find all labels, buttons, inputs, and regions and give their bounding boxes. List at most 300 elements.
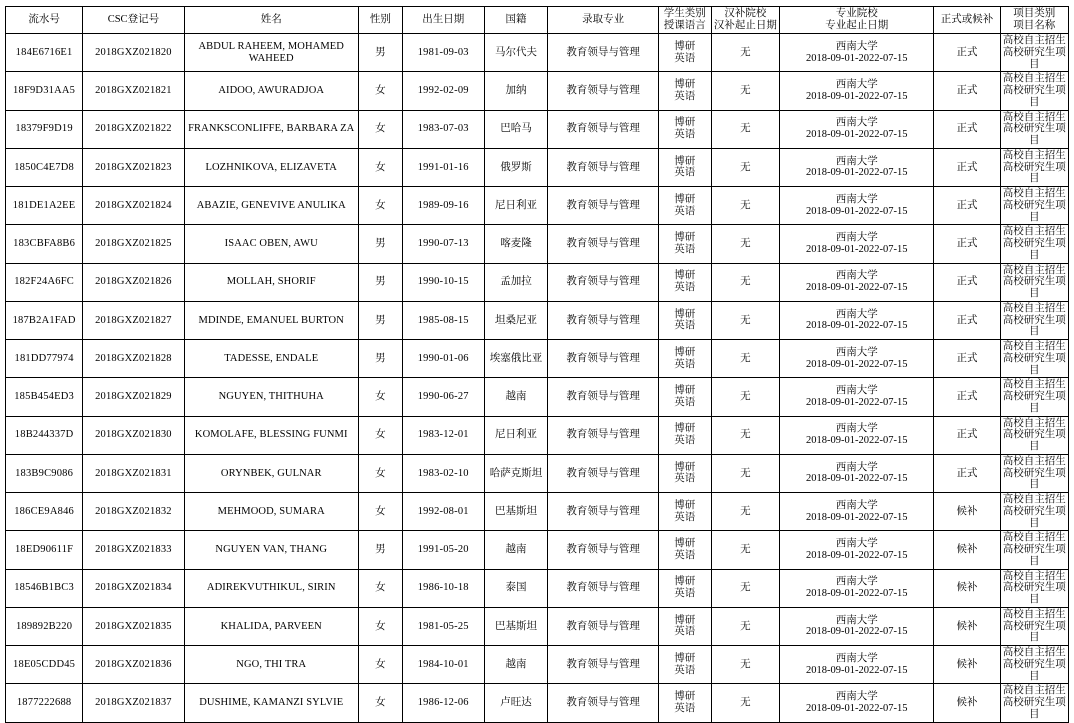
cell-gender: 女 xyxy=(358,493,402,531)
cell-han-bu: 无 xyxy=(711,187,779,225)
cell-gender: 女 xyxy=(358,569,402,607)
table-body xyxy=(6,34,1069,723)
cell-nationality: 孟加拉 xyxy=(484,263,548,301)
cell-student-name: MDINDE, EMANUEL BURTON xyxy=(184,301,358,339)
cell-project-category xyxy=(1000,263,1068,301)
cell-han-bu: 无 xyxy=(711,454,779,492)
cell-birth-date: 1984-10-01 xyxy=(402,646,484,684)
cell-csc-number: 2018GXZ021827 xyxy=(83,301,184,339)
cell-student-type-line: 英语 xyxy=(674,205,696,217)
cell-birth-date: 1992-08-01 xyxy=(402,493,484,531)
cell-school-name: 西南大学 xyxy=(835,499,878,511)
cell-csc-number: 2018GXZ021836 xyxy=(83,646,184,684)
cell-student-type-line: 博研 xyxy=(674,652,696,664)
column-header-3 xyxy=(358,7,402,34)
table-row xyxy=(6,72,1069,110)
cell-major: 教育领导与管理 xyxy=(548,110,658,148)
column-header-line: 流水号 xyxy=(28,14,60,26)
cell-birth-date: 1986-10-18 xyxy=(402,569,484,607)
cell-project-category-line: 高校研究生项目 xyxy=(1002,697,1066,720)
cell-birth-date: 1981-09-03 xyxy=(402,34,484,72)
cell-gender: 女 xyxy=(358,416,402,454)
cell-project-category xyxy=(1000,148,1068,186)
cell-serial-number: 189892B220 xyxy=(6,607,83,645)
cell-student-type-line: 英语 xyxy=(674,435,696,447)
cell-admission-status: 正式 xyxy=(934,340,1000,378)
cell-school-and-dates xyxy=(780,301,934,339)
cell-student-type xyxy=(658,531,711,569)
cell-major: 教育领导与管理 xyxy=(548,493,658,531)
cell-project-category-line: 高校自主招生 xyxy=(1002,608,1066,620)
cell-csc-number: 2018GXZ021828 xyxy=(83,340,184,378)
table-row xyxy=(6,263,1069,301)
cell-nationality: 加纳 xyxy=(484,72,548,110)
cell-csc-number: 2018GXZ021837 xyxy=(83,684,184,722)
cell-han-bu: 无 xyxy=(711,493,779,531)
cell-student-type-line: 英语 xyxy=(674,282,696,294)
cell-project-category xyxy=(1000,684,1068,722)
cell-student-type xyxy=(658,34,711,72)
cell-admission-status: 候补 xyxy=(934,493,1000,531)
cell-student-type-line: 英语 xyxy=(674,320,696,332)
cell-admission-status: 正式 xyxy=(934,416,1000,454)
cell-han-bu: 无 xyxy=(711,416,779,454)
cell-csc-number: 2018GXZ021820 xyxy=(83,34,184,72)
cell-school-dates: 2018-09-01-2022-07-15 xyxy=(805,664,908,676)
cell-school-and-dates xyxy=(780,454,934,492)
cell-han-bu: 无 xyxy=(711,607,779,645)
cell-gender: 女 xyxy=(358,607,402,645)
cell-project-category-line: 高校研究生项目 xyxy=(1002,161,1066,185)
cell-project-category-line: 高校自主招生 xyxy=(1002,417,1066,429)
cell-student-type-line: 博研 xyxy=(674,423,696,435)
cell-project-category xyxy=(1000,34,1068,72)
cell-han-bu: 无 xyxy=(711,531,779,569)
cell-student-type xyxy=(658,684,711,722)
column-header-line: 专业起止日期 xyxy=(825,20,889,31)
cell-project-category xyxy=(1000,607,1068,645)
cell-project-category-line: 高校自主招生 xyxy=(1002,73,1066,85)
cell-school-dates: 2018-09-01-2022-07-15 xyxy=(805,282,908,294)
cell-admission-status: 正式 xyxy=(934,454,1000,492)
cell-serial-number: 183B9C9086 xyxy=(6,454,83,492)
cell-nationality: 越南 xyxy=(484,646,548,684)
cell-csc-number: 2018GXZ021824 xyxy=(83,187,184,225)
cell-student-name: TADESSE, ENDALE xyxy=(184,340,358,378)
cell-student-type-line: 英语 xyxy=(674,588,696,600)
cell-serial-number: 18546B1BC3 xyxy=(6,569,83,607)
cell-student-type-line: 博研 xyxy=(674,193,696,205)
cell-school-and-dates xyxy=(780,684,934,722)
cell-major: 教育领导与管理 xyxy=(548,301,658,339)
cell-han-bu: 无 xyxy=(711,110,779,148)
cell-birth-date: 1986-12-06 xyxy=(402,684,484,722)
cell-csc-number: 2018GXZ021832 xyxy=(83,493,184,531)
cell-project-category-line: 高校研究生项目 xyxy=(1002,658,1066,682)
cell-nationality: 哈萨克斯坦 xyxy=(484,454,548,492)
cell-student-type xyxy=(658,416,711,454)
cell-school-dates: 2018-09-01-2022-07-15 xyxy=(805,205,908,217)
cell-major: 教育领导与管理 xyxy=(548,531,658,569)
cell-han-bu: 无 xyxy=(711,569,779,607)
cell-birth-date: 1991-05-20 xyxy=(402,531,484,569)
cell-birth-date: 1985-08-15 xyxy=(402,301,484,339)
cell-serial-number: 18F9D31AA5 xyxy=(6,72,83,110)
cell-project-category-line: 高校自主招生 xyxy=(1002,379,1066,391)
cell-project-category-line: 高校研究生项目 xyxy=(1002,46,1066,70)
cell-project-category xyxy=(1000,416,1068,454)
column-header-2 xyxy=(184,7,358,34)
cell-school-name: 西南大学 xyxy=(835,423,878,435)
cell-gender: 女 xyxy=(358,646,402,684)
cell-birth-date: 1990-01-06 xyxy=(402,340,484,378)
cell-school-dates: 2018-09-01-2022-07-15 xyxy=(805,588,908,600)
table-row xyxy=(6,493,1069,531)
cell-school-dates: 2018-09-01-2022-07-15 xyxy=(805,435,908,447)
cell-nationality: 越南 xyxy=(484,531,548,569)
column-header-7 xyxy=(658,7,711,34)
cell-major: 教育领导与管理 xyxy=(548,263,658,301)
cell-gender: 男 xyxy=(358,225,402,263)
cell-school-dates: 2018-09-01-2022-07-15 xyxy=(805,702,908,714)
cell-school-and-dates xyxy=(780,72,934,110)
cell-birth-date: 1983-07-03 xyxy=(402,110,484,148)
cell-major: 教育领导与管理 xyxy=(548,454,658,492)
cell-student-type xyxy=(658,72,711,110)
cell-project-category xyxy=(1000,569,1068,607)
cell-school-dates: 2018-09-01-2022-07-15 xyxy=(805,167,908,179)
cell-school-dates: 2018-09-01-2022-07-15 xyxy=(805,90,908,102)
cell-project-category-line: 高校自主招生 xyxy=(1002,455,1066,467)
cell-major: 教育领导与管理 xyxy=(548,646,658,684)
cell-gender: 女 xyxy=(358,110,402,148)
cell-nationality: 俄罗斯 xyxy=(484,148,548,186)
cell-project-category-line: 高校研究生项目 xyxy=(1002,199,1066,223)
cell-student-type-line: 英语 xyxy=(674,358,696,370)
cell-school-and-dates xyxy=(780,340,934,378)
cell-school-and-dates xyxy=(780,263,934,301)
cell-major: 教育领导与管理 xyxy=(548,34,658,72)
cell-gender: 男 xyxy=(358,34,402,72)
table-header xyxy=(6,7,1069,34)
cell-student-type xyxy=(658,301,711,339)
cell-birth-date: 1989-09-16 xyxy=(402,187,484,225)
cell-project-category xyxy=(1000,187,1068,225)
table-row xyxy=(6,225,1069,263)
cell-school-name: 西南大学 xyxy=(835,155,878,167)
cell-gender: 男 xyxy=(358,531,402,569)
cell-project-category xyxy=(1000,378,1068,416)
cell-school-and-dates xyxy=(780,569,934,607)
table-row xyxy=(6,148,1069,186)
cell-admission-status: 候补 xyxy=(934,607,1000,645)
cell-project-category xyxy=(1000,493,1068,531)
cell-student-type xyxy=(658,187,711,225)
cell-student-type-line: 博研 xyxy=(674,614,696,626)
cell-student-type-line: 英语 xyxy=(674,549,696,561)
cell-han-bu: 无 xyxy=(711,646,779,684)
cell-student-type-line: 博研 xyxy=(674,499,696,511)
cell-gender: 男 xyxy=(358,263,402,301)
table-row xyxy=(6,684,1069,722)
cell-major: 教育领导与管理 xyxy=(548,607,658,645)
cell-nationality: 尼日利亚 xyxy=(484,416,548,454)
cell-birth-date: 1990-06-27 xyxy=(402,378,484,416)
cell-student-name: NGUYEN VAN, THANG xyxy=(184,531,358,569)
cell-school-name: 西南大学 xyxy=(835,538,878,550)
cell-student-type xyxy=(658,148,711,186)
table-row xyxy=(6,187,1069,225)
cell-student-type-line: 英语 xyxy=(674,90,696,102)
cell-student-name: MEHMOOD, SUMARA xyxy=(184,493,358,531)
cell-school-name: 西南大学 xyxy=(835,652,878,664)
cell-nationality: 马尔代夫 xyxy=(484,34,548,72)
cell-project-category-line: 高校自主招生 xyxy=(1002,149,1066,161)
table-row xyxy=(6,607,1069,645)
cell-gender: 女 xyxy=(358,187,402,225)
cell-student-name: MOLLAH, SHORIF xyxy=(184,263,358,301)
cell-project-category-line: 高校研究生项目 xyxy=(1002,620,1066,644)
cell-student-name: ORYNBEK, GULNAR xyxy=(184,454,358,492)
cell-student-type-line: 博研 xyxy=(674,308,696,320)
cell-serial-number: 18379F9D19 xyxy=(6,110,83,148)
cell-csc-number: 2018GXZ021830 xyxy=(83,416,184,454)
column-header-1 xyxy=(83,7,184,34)
cell-project-category xyxy=(1000,110,1068,148)
cell-serial-number: 18E05CDD45 xyxy=(6,646,83,684)
column-header-line: 汉补院校 xyxy=(724,8,767,20)
cell-student-name: AIDOO, AWURADJOA xyxy=(184,72,358,110)
cell-gender: 男 xyxy=(358,340,402,378)
cell-school-name: 西南大学 xyxy=(835,691,878,703)
cell-student-type-line: 英语 xyxy=(674,396,696,408)
cell-school-dates: 2018-09-01-2022-07-15 xyxy=(805,358,908,370)
cell-gender: 女 xyxy=(358,454,402,492)
cell-major: 教育领导与管理 xyxy=(548,684,658,722)
column-header-line: 项目类别 xyxy=(1013,8,1056,20)
column-header-line: 正式或候补 xyxy=(940,14,994,26)
column-header-line: 性别 xyxy=(369,14,391,26)
cell-serial-number: 181DE1A2EE xyxy=(6,187,83,225)
cell-serial-number: 187B2A1FAD xyxy=(6,301,83,339)
table-row xyxy=(6,301,1069,339)
cell-school-dates: 2018-09-01-2022-07-15 xyxy=(805,549,908,561)
cell-student-type-line: 英语 xyxy=(674,702,696,714)
table-row xyxy=(6,416,1069,454)
cell-student-name: ADIREKVUTHIKUL, SIRIN xyxy=(184,569,358,607)
cell-major: 教育领导与管理 xyxy=(548,225,658,263)
cell-han-bu: 无 xyxy=(711,148,779,186)
cell-project-category xyxy=(1000,301,1068,339)
column-header-9 xyxy=(780,7,934,34)
column-header-line: 学生类别 xyxy=(663,8,706,20)
cell-nationality: 喀麦隆 xyxy=(484,225,548,263)
cell-project-category-line: 高校自主招生 xyxy=(1002,647,1066,658)
cell-serial-number: 18B244337D xyxy=(6,416,83,454)
cell-project-category xyxy=(1000,646,1068,684)
cell-csc-number: 2018GXZ021823 xyxy=(83,148,184,186)
cell-nationality: 卢旺达 xyxy=(484,684,548,722)
cell-major: 教育领导与管理 xyxy=(548,187,658,225)
cell-school-name: 西南大学 xyxy=(835,614,878,626)
cell-csc-number: 2018GXZ021822 xyxy=(83,110,184,148)
cell-student-type xyxy=(658,340,711,378)
cell-project-category xyxy=(1000,72,1068,110)
cell-csc-number: 2018GXZ021829 xyxy=(83,378,184,416)
cell-csc-number: 2018GXZ021825 xyxy=(83,225,184,263)
cell-admission-status: 正式 xyxy=(934,72,1000,110)
column-header-4 xyxy=(402,7,484,34)
cell-school-dates: 2018-09-01-2022-07-15 xyxy=(805,473,908,485)
cell-serial-number: 1877222688 xyxy=(6,684,83,722)
cell-student-type-line: 英语 xyxy=(674,52,696,64)
cell-school-and-dates xyxy=(780,607,934,645)
cell-major: 教育领导与管理 xyxy=(548,416,658,454)
cell-school-name: 西南大学 xyxy=(835,576,878,588)
column-header-5 xyxy=(484,7,548,34)
column-header-11 xyxy=(1000,7,1068,34)
cell-project-category-line: 高校研究生项目 xyxy=(1002,276,1066,299)
column-header-line: 项目名称 xyxy=(1013,20,1056,31)
cell-school-dates: 2018-09-01-2022-07-15 xyxy=(805,320,908,332)
cell-student-type xyxy=(658,607,711,645)
cell-school-dates: 2018-09-01-2022-07-15 xyxy=(805,243,908,255)
cell-project-category-line: 高校自主招生 xyxy=(1002,111,1066,123)
cell-student-type-line: 博研 xyxy=(674,155,696,167)
cell-student-type-line: 英语 xyxy=(674,473,696,485)
cell-csc-number: 2018GXZ021833 xyxy=(83,531,184,569)
cell-student-type-line: 英语 xyxy=(674,129,696,141)
cell-major: 教育领导与管理 xyxy=(548,378,658,416)
cell-student-type xyxy=(658,569,711,607)
column-header-10 xyxy=(934,7,1000,34)
cell-project-category-line: 高校研究生项目 xyxy=(1002,391,1066,414)
cell-project-category-line: 高校研究生项目 xyxy=(1002,544,1066,567)
cell-admission-status: 正式 xyxy=(934,34,1000,72)
cell-project-category-line: 高校自主招生 xyxy=(1002,35,1066,46)
cell-school-dates: 2018-09-01-2022-07-15 xyxy=(805,396,908,408)
column-header-6 xyxy=(548,7,658,34)
cell-admission-status: 正式 xyxy=(934,263,1000,301)
cell-project-category-line: 高校研究生项目 xyxy=(1002,582,1066,605)
cell-student-type-line: 博研 xyxy=(674,79,696,91)
column-header-line: 授课语言 xyxy=(663,20,706,31)
cell-project-category-line: 高校研究生项目 xyxy=(1002,505,1066,529)
cell-school-name: 西南大学 xyxy=(835,346,878,358)
cell-admission-status: 候补 xyxy=(934,684,1000,722)
column-header-line: 国籍 xyxy=(505,14,527,26)
cell-gender: 女 xyxy=(358,148,402,186)
cell-student-type xyxy=(658,110,711,148)
cell-project-category-line: 高校自主招生 xyxy=(1002,302,1066,314)
cell-birth-date: 1990-10-15 xyxy=(402,263,484,301)
cell-serial-number: 185B454ED3 xyxy=(6,378,83,416)
cell-project-category xyxy=(1000,225,1068,263)
cell-project-category-line: 高校自主招生 xyxy=(1002,494,1066,505)
cell-gender: 女 xyxy=(358,378,402,416)
cell-student-type-line: 博研 xyxy=(674,691,696,703)
cell-project-category-line: 高校研究生项目 xyxy=(1002,352,1066,376)
cell-nationality: 尼日利亚 xyxy=(484,187,548,225)
cell-student-name: ABAZIE, GENEVIVE ANULIKA xyxy=(184,187,358,225)
cell-nationality: 泰国 xyxy=(484,569,548,607)
column-header-line: 专业院校 xyxy=(835,8,878,20)
cell-csc-number: 2018GXZ021821 xyxy=(83,72,184,110)
admissions-roster-table xyxy=(5,6,1069,723)
cell-admission-status: 正式 xyxy=(934,110,1000,148)
cell-han-bu: 无 xyxy=(711,378,779,416)
cell-han-bu: 无 xyxy=(711,340,779,378)
column-header-0 xyxy=(6,7,83,34)
cell-school-and-dates xyxy=(780,225,934,263)
cell-school-name: 西南大学 xyxy=(835,193,878,205)
table-row xyxy=(6,34,1069,72)
cell-serial-number: 182F24A6FC xyxy=(6,263,83,301)
cell-han-bu: 无 xyxy=(711,301,779,339)
cell-serial-number: 18ED90611F xyxy=(6,531,83,569)
cell-student-type-line: 博研 xyxy=(674,461,696,473)
cell-student-name: FRANKSCONLIFFE, BARBARA ZA xyxy=(184,110,358,148)
cell-project-category-line: 高校研究生项目 xyxy=(1002,467,1066,491)
cell-student-name: KHALIDA, PARVEEN xyxy=(184,607,358,645)
cell-admission-status: 候补 xyxy=(934,569,1000,607)
cell-nationality: 埃塞俄比亚 xyxy=(484,340,548,378)
cell-student-name: ABDUL RAHEEM, MOHAMED WAHEED xyxy=(184,34,358,72)
cell-student-type-line: 博研 xyxy=(674,40,696,52)
cell-birth-date: 1983-12-01 xyxy=(402,416,484,454)
cell-admission-status: 正式 xyxy=(934,148,1000,186)
table-row xyxy=(6,110,1069,148)
cell-school-and-dates xyxy=(780,646,934,684)
cell-student-type-line: 博研 xyxy=(674,538,696,550)
cell-serial-number: 183CBFA8B6 xyxy=(6,225,83,263)
cell-project-category-line: 高校自主招生 xyxy=(1002,532,1066,544)
cell-csc-number: 2018GXZ021826 xyxy=(83,263,184,301)
cell-student-type-line: 英语 xyxy=(674,243,696,255)
cell-school-and-dates xyxy=(780,34,934,72)
cell-student-type-line: 英语 xyxy=(674,664,696,676)
cell-school-dates: 2018-09-01-2022-07-15 xyxy=(805,129,908,141)
cell-admission-status: 正式 xyxy=(934,187,1000,225)
cell-student-type xyxy=(658,378,711,416)
cell-student-type-line: 英语 xyxy=(674,511,696,523)
cell-admission-status: 正式 xyxy=(934,378,1000,416)
cell-admission-status: 候补 xyxy=(934,646,1000,684)
cell-student-type xyxy=(658,646,711,684)
column-header-8 xyxy=(711,7,779,34)
cell-han-bu: 无 xyxy=(711,684,779,722)
cell-major: 教育领导与管理 xyxy=(548,569,658,607)
cell-student-type-line: 博研 xyxy=(674,346,696,358)
cell-nationality: 越南 xyxy=(484,378,548,416)
cell-student-type-line: 英语 xyxy=(674,167,696,179)
cell-school-and-dates xyxy=(780,187,934,225)
cell-student-type-line: 博研 xyxy=(674,232,696,244)
cell-school-and-dates xyxy=(780,416,934,454)
cell-school-and-dates xyxy=(780,148,934,186)
cell-project-category-line: 高校自主招生 xyxy=(1002,341,1066,352)
cell-project-category-line: 高校自主招生 xyxy=(1002,188,1066,199)
cell-school-name: 西南大学 xyxy=(835,79,878,91)
cell-student-type-line: 博研 xyxy=(674,117,696,129)
cell-school-name: 西南大学 xyxy=(835,40,878,52)
cell-student-name: LOZHNIKOVA, ELIZAVETA xyxy=(184,148,358,186)
cell-student-name: ISAAC OBEN, AWU xyxy=(184,225,358,263)
cell-major: 教育领导与管理 xyxy=(548,340,658,378)
cell-han-bu: 无 xyxy=(711,34,779,72)
cell-school-name: 西南大学 xyxy=(835,385,878,397)
cell-serial-number: 184E6716E1 xyxy=(6,34,83,72)
